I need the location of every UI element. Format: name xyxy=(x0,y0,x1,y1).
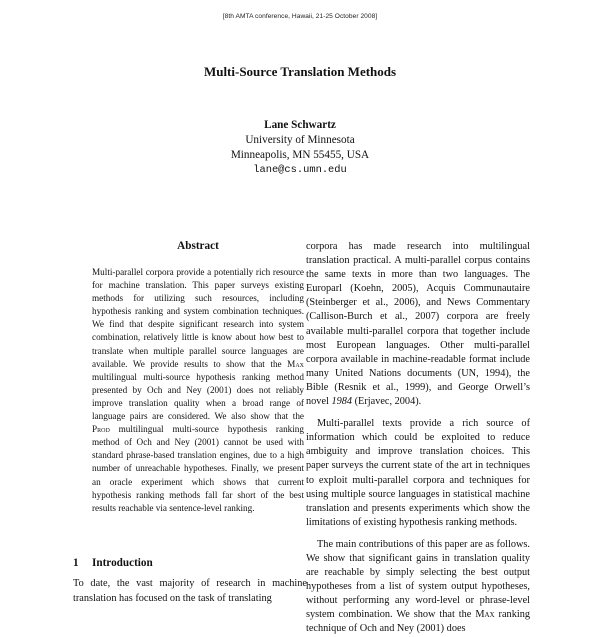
paper-title: Multi-Source Translation Methods xyxy=(203,64,397,79)
right-paragraph-1-end: (Erjavec, 2004). xyxy=(352,396,422,408)
author-email[interactable]: lane@cs.umn.edu xyxy=(253,164,347,176)
section-number: 1 xyxy=(73,557,79,569)
section-title: Introduction xyxy=(92,557,153,569)
abstract-heading: Abstract xyxy=(177,240,219,252)
conference-note: [8th AMTA conference, Hawaii, 21-25 October 2008] xyxy=(222,13,378,20)
right-paragraph-2: Multi-parallel texts provide a rich source of information which could be exploited to reduce ambiguity and improve translation choices. This paper surveys the current state of the art in techniques to exploit multi-parallel corpora and techniques for using multiple source languages in statistical machine translation and presents experiments which show the limitations of existing hypothesis ranking methods. xyxy=(306,418,530,528)
max-method-label: Max xyxy=(287,358,304,369)
novel-title: 1984 xyxy=(331,396,353,408)
author-affiliation: University of Minnesota xyxy=(245,134,355,146)
abstract-text xyxy=(92,266,304,515)
abstract-text-part-2: multilingual multi-source hypothesis ranking method presented by Och and Ney (2001) does not reliably improve translation quality when a broad range of language pairs are considered. We also show that the xyxy=(92,371,304,422)
prod-method-label: Prod xyxy=(92,424,110,435)
right-paragraph-1 xyxy=(306,240,530,409)
author-name: Lane Schwartz xyxy=(264,119,336,131)
section-heading-introduction xyxy=(73,557,153,569)
abstract-text-part-1: Multi-parallel corpora provide a potentially rich resource for machine translation. This paper surveys existing methods for utilizing such resources, including hypothesis ranking and system combination techniques. We find that despite significant research into system combination, relatively little is know about how best to translate when multiple parallel source languages are available. We provide results to show that the xyxy=(92,267,304,369)
right-column xyxy=(306,240,530,637)
max-method-label-2: Max xyxy=(475,609,495,621)
right-paragraph-3-text: The main contributions of this paper are as follows. We show that significant gains in translation quality are reachable by simply selecting the best output hypotheses from a list of system output hypotheses, without performing any word-level or phrase-level system combination. We show that the xyxy=(306,538,530,621)
author-address: Minneapolis, MN 55455, USA xyxy=(230,149,370,161)
right-paragraph-3-end: ranking technique of Och and Ney (2001) does xyxy=(306,609,531,635)
right-paragraph-3 xyxy=(306,538,530,637)
author-block xyxy=(0,118,600,178)
abstract-text-part-3: multilingual multi-source hypothesis ranking method of Och and Ney (2001) cannot be used with standard phrase-based translation engines, due to a high number of unreachable hypotheses. Finally, we present an oracle experiment which shows that current hypothesis ranking methods fall far short of the best results reachable via sentence-level ranking. xyxy=(92,424,304,513)
introduction-text: To date, the vast majority of research in machine translation has focused on the task of translating xyxy=(73,578,307,604)
right-paragraph-1-text: corpora has made research into multilingual translation practical. A multi-parallel corpus contains the same texts in more than two languages. The Europarl (Koehn, 2005), Acquis Communautaire (Steinberger et al., 2006), and News Commentary (Callison-Burch et al., 2007) corpora are freely available multi-parallel corpora that together include most European languages. Other multi-parallel corpora available in machine-readable format include many United Nations documents (UN, 1994), the Bible (Resnik et al., 1999), and George Orwell’s novel xyxy=(306,241,530,408)
